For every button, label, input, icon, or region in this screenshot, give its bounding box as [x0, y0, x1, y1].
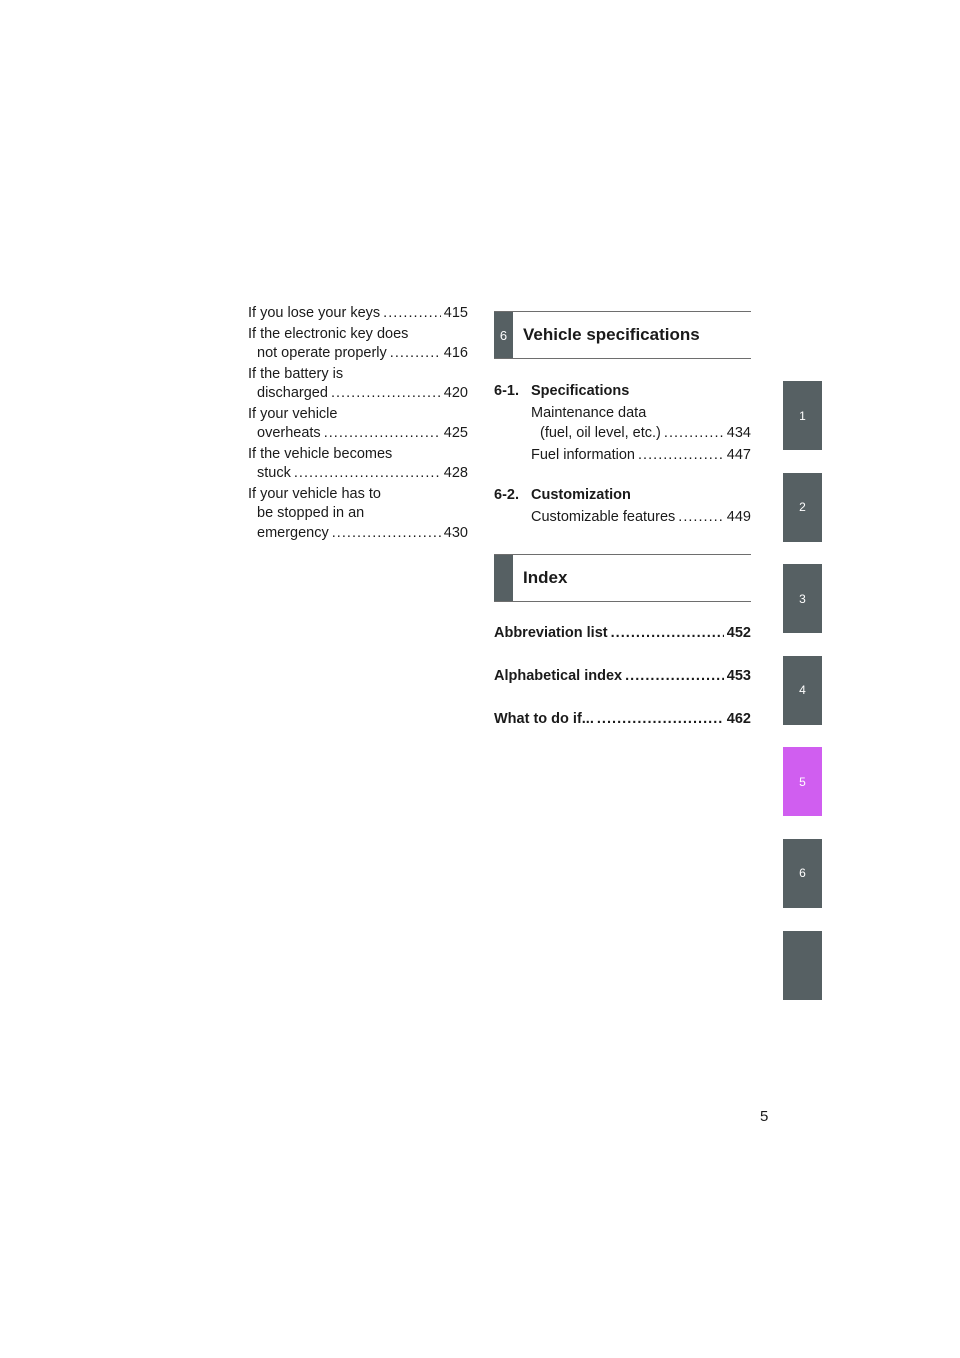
entry-title: Alphabetical index — [494, 668, 623, 684]
chapter-tab-index[interactable] — [783, 931, 822, 1000]
chapter-tab-1[interactable]: 1 — [783, 381, 822, 450]
leader-dots — [294, 464, 441, 484]
section-title: Vehicle specifications — [523, 325, 700, 344]
page-ref: 425 — [443, 425, 468, 441]
leader-dots — [664, 424, 724, 444]
entry-title: Customizable features — [531, 508, 676, 525]
entry-title-line: If the battery is — [248, 365, 344, 382]
page-ref: 434 — [726, 424, 751, 441]
entry-title: If you lose your keys — [248, 305, 381, 321]
entry-title: emergency — [257, 524, 329, 541]
page-ref: 453 — [726, 668, 751, 684]
entry-title-line: Maintenance data — [531, 405, 647, 421]
section-number-tab: 6 — [494, 312, 513, 358]
leader-dots — [678, 508, 724, 528]
leader-dots — [611, 623, 724, 643]
toc-entry[interactable] — [248, 325, 468, 364]
chapter-tab-6[interactable]: 6 — [783, 839, 822, 908]
section-number-tab — [494, 555, 513, 601]
leader-dots — [390, 344, 441, 364]
toc-entry[interactable] — [248, 445, 468, 484]
subsection-number: 6-2. — [494, 486, 519, 503]
page-ref: 428 — [443, 465, 468, 481]
entry-title: discharged — [257, 385, 328, 401]
page-ref: 416 — [443, 345, 468, 361]
page-ref: 430 — [443, 524, 468, 541]
entry-title: What to do if... — [494, 711, 594, 727]
chapter-tab-4[interactable]: 4 — [783, 656, 822, 725]
toc-entry[interactable] — [248, 405, 468, 444]
page-ref: 415 — [443, 305, 468, 321]
page-number: 5 — [760, 1108, 769, 1125]
entry-title: overheats — [257, 425, 321, 441]
chapter-tab-5[interactable]: 5 — [783, 747, 822, 816]
subsection-title: Specifications — [531, 383, 630, 399]
leader-dots — [332, 524, 441, 544]
chapter-tab-3[interactable]: 3 — [783, 564, 822, 633]
leader-dots — [638, 446, 724, 466]
subsection-heading[interactable] — [494, 485, 751, 505]
toc-entry[interactable] — [531, 446, 751, 466]
leader-dots — [331, 384, 441, 404]
toc-left-column — [248, 304, 468, 544]
chapter-tabs — [783, 381, 822, 1022]
toc-entry[interactable] — [248, 365, 468, 404]
subsection-items — [494, 404, 751, 466]
toc-entry[interactable] — [248, 485, 468, 544]
toc-entry-abbreviation-list[interactable] — [494, 623, 751, 643]
toc-entry-alphabetical-index[interactable] — [494, 666, 751, 686]
toc-entry[interactable] — [531, 508, 751, 528]
subsection-number: 6-1. — [494, 383, 519, 399]
leader-dots — [383, 304, 441, 324]
entry-title-line: If the electronic key does — [248, 325, 409, 342]
leader-dots — [324, 424, 441, 444]
section-title: Index — [523, 568, 568, 587]
page-ref: 447 — [726, 447, 751, 463]
page-ref: 449 — [726, 508, 751, 525]
leader-dots — [597, 709, 724, 729]
entry-title: Abbreviation list — [494, 625, 608, 641]
subsection-heading[interactable] — [494, 381, 751, 401]
section-header-vehicle-specifications[interactable] — [494, 311, 751, 359]
entry-title: (fuel, oil level, etc.) — [540, 424, 661, 441]
toc-entry-what-to-do-if[interactable] — [494, 709, 751, 729]
entry-title: not operate properly — [257, 345, 387, 361]
page-ref: 462 — [726, 711, 751, 727]
section-header-index[interactable] — [494, 554, 751, 602]
subsection-items — [494, 508, 751, 528]
chapter-tab-2[interactable]: 2 — [783, 473, 822, 542]
toc-entry[interactable] — [531, 404, 751, 443]
toc-right-column — [494, 311, 751, 729]
entry-title-line: If your vehicle has to — [248, 485, 381, 502]
page-ref: 452 — [726, 625, 751, 641]
toc-entry[interactable] — [248, 304, 468, 324]
leader-dots — [625, 666, 724, 686]
entry-title: Fuel information — [531, 447, 635, 463]
subsection-title: Customization — [531, 486, 631, 503]
entry-title-line: If your vehicle — [248, 405, 338, 422]
entry-title-line: If the vehicle becomes — [248, 445, 393, 462]
page-ref: 420 — [443, 385, 468, 401]
entry-title: stuck — [257, 465, 291, 481]
entry-title-line: be stopped in an — [257, 505, 365, 521]
